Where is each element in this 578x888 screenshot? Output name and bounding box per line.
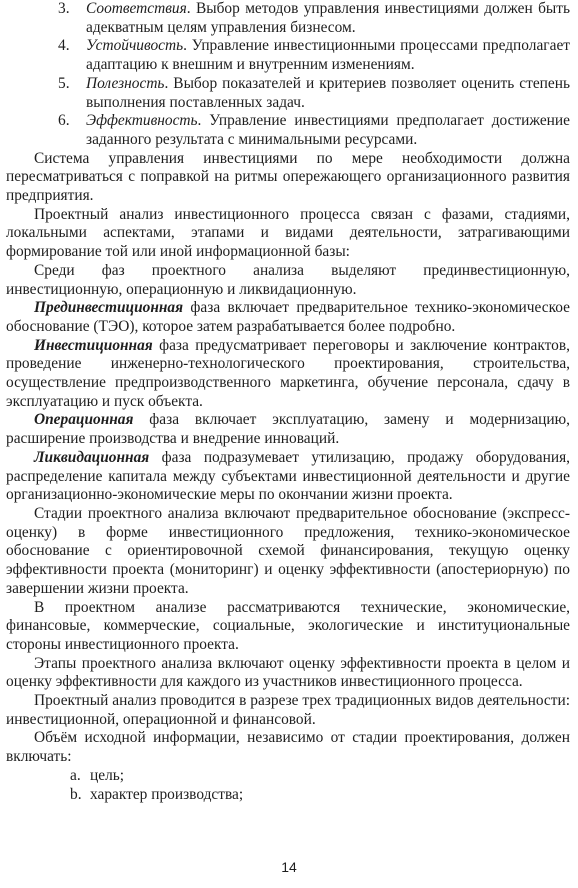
phase-text: фаза подразумевает утилизацию, продажу оборудования, распределение капитала между субъектами инвестиционной деятельности и другие организационно-экономические меры по окончании жизни проекта. bbox=[6, 448, 570, 504]
list-item-text: . Выбор методов управления инвестициями должен быть адекватным целям управления бизнесом. bbox=[86, 0, 570, 36]
list-item bbox=[6, 37, 570, 74]
phase-term: Прединвестиционная bbox=[34, 299, 184, 317]
paragraph-phase-pre-investment bbox=[6, 299, 570, 336]
paragraph-stages: Стадии проектного анализа включают предварительное обоснование (экспресс-оценку) в форме инвестиционного предложения, технико-экономическое обоснование с ориентировочной схемой финансирования, текущую оценку эффективности проекта (мониторинг) и оценку эффективности (апостериорную) по завершении жизни проекта. bbox=[6, 504, 570, 597]
list-item-text: . Выбор показателей и критериев позволяет оценить степень выполнения поставленных задач. bbox=[86, 74, 570, 111]
phase-term: Ликвидационная bbox=[34, 448, 150, 466]
phase-text: фаза предусматривает переговоры и заключение контрактов, проведение инженерно-технологического проектирования, строительства, осуществление предпроизводственного маркетинга, обучение персонала, сдачу в эксплуатацию и пуск объекта. bbox=[6, 336, 570, 410]
paragraph-phase-investment bbox=[6, 337, 570, 412]
list-item-text: цель; bbox=[90, 766, 125, 784]
list-item-letter: a. bbox=[70, 766, 81, 784]
list-item-term: Эффективность bbox=[86, 112, 198, 130]
list-item-term: Устойчивость bbox=[86, 37, 184, 55]
list-item-term: Полезность bbox=[86, 74, 165, 92]
list-item-letter: b. bbox=[70, 785, 82, 803]
list-item-number: 6. bbox=[58, 112, 70, 130]
list-item bbox=[6, 0, 570, 37]
list-item-text: . Управление инвестициями предполагает достижение заданного результата с минимальными ресурсами. bbox=[86, 112, 570, 148]
phase-text: фаза включает эксплуатацию, замену и модернизацию, расширение производства и внедрение инноваций. bbox=[6, 411, 570, 448]
list-item bbox=[6, 75, 570, 112]
phase-text: фаза включает предварительное технико-экономическое обоснование (ТЭО), которое затем разрабатывается более подробно. bbox=[6, 299, 570, 335]
list-item bbox=[6, 786, 570, 805]
phase-term: Инвестиционная bbox=[34, 336, 153, 354]
paragraph-phase-operational bbox=[6, 411, 570, 448]
phase-term: Операционная bbox=[34, 411, 134, 429]
paragraph-management-system: Система управления инвестициями по мере необходимости должна пересматриваться с поправкой на ритмы опережающего организационного развития предприятия. bbox=[6, 149, 570, 205]
numbered-list bbox=[6, 0, 570, 150]
list-item-term: Соответствия bbox=[86, 0, 187, 17]
lettered-list bbox=[6, 767, 570, 804]
paragraph-phases: Среди фаз проектного анализа выделяют прединвестиционную, инвестиционную, операционную и ликвидационную. bbox=[6, 261, 570, 298]
paragraph-analysis-steps: Этапы проектного анализа включают оценку эффективности проекта в целом и оценку эффективности для каждого из участников инвестиционного процесса. bbox=[6, 654, 570, 691]
paragraph-initial-information: Объём исходной информации, независимо от стадии проектирования, должен включать: bbox=[6, 729, 570, 766]
paragraph-phase-liquidation bbox=[6, 449, 570, 505]
paragraph-activity-types: Проектный анализ проводится в разрезе трех традиционных видов деятельности: инвестиционной, операционной и финансовой. bbox=[6, 692, 570, 728]
paragraph-project-analysis: Проектный анализ инвестиционного процесса связан с фазами, стадиями, локальными аспектами, этапами и видами деятельности, затрагивающими формирование той или иной информационной базы: bbox=[6, 205, 570, 261]
list-item-text: характер производства; bbox=[90, 785, 244, 803]
list-item bbox=[6, 767, 570, 786]
list-item-text: . Управление инвестиционными процессами предполагает адаптацию к внешним и внутренним изменениям. bbox=[86, 37, 570, 74]
page-number: 14 bbox=[281, 859, 297, 875]
list-item bbox=[6, 112, 570, 149]
paragraph-aspects: В проектном анализе рассматриваются технические, экономические, финансовые, коммерческие, социальные, экологические и институциональные стороны инвестиционного проекта. bbox=[6, 598, 570, 653]
list-item-number: 3. bbox=[58, 0, 70, 17]
list-item-number: 5. bbox=[58, 74, 70, 92]
list-item-number: 4. bbox=[58, 37, 70, 55]
